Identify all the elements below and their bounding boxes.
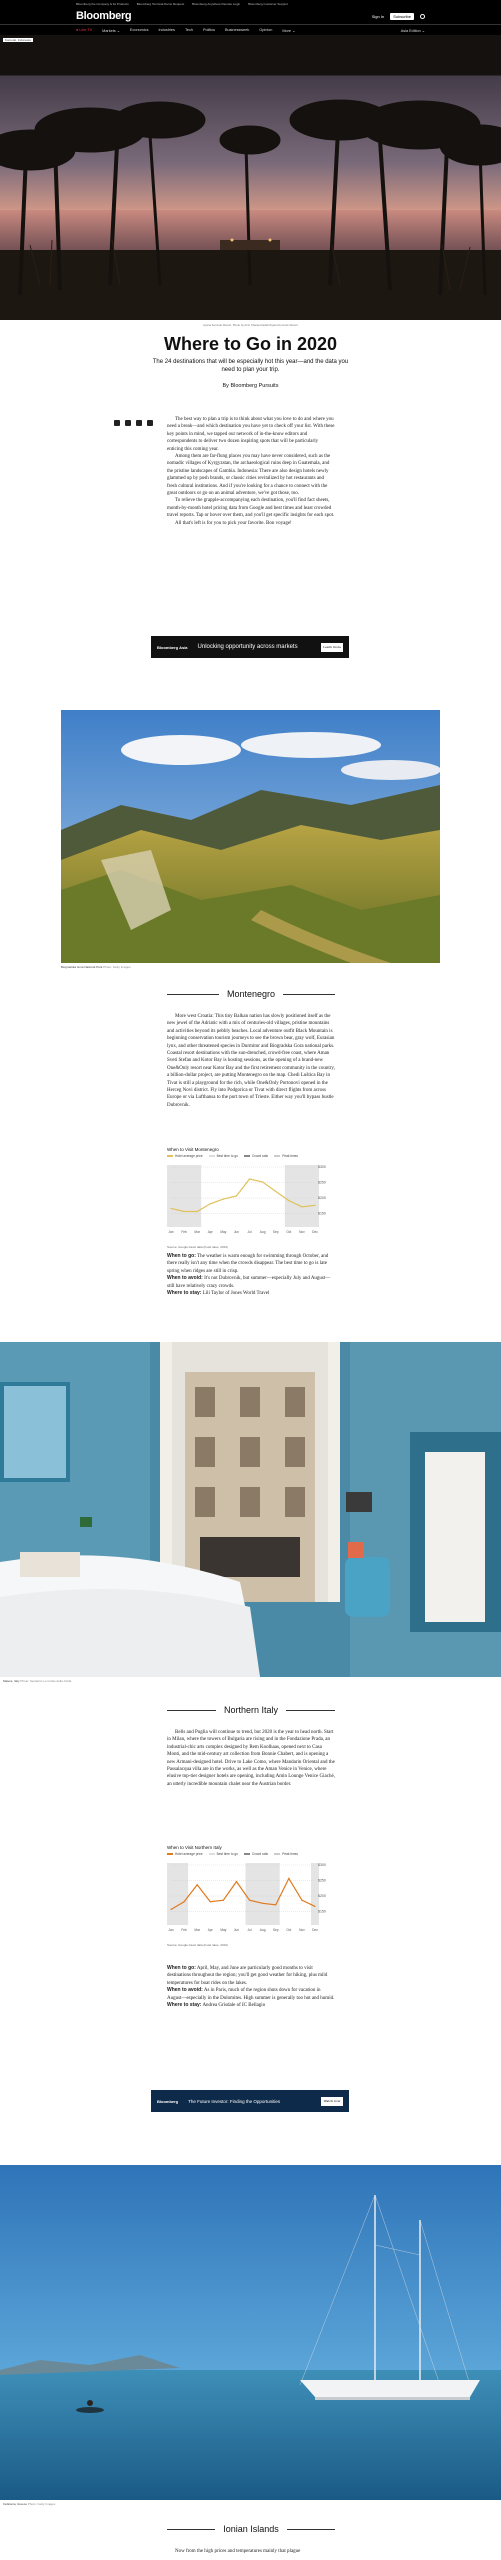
ad-cta-button[interactable]: Learn more xyxy=(321,643,343,652)
data-point xyxy=(314,1205,315,1206)
x-tick-label: Apr xyxy=(207,1230,213,1234)
nav-item-opinion[interactable]: Opinion xyxy=(259,28,273,32)
section-title: Montenegro xyxy=(226,989,276,999)
tip-where-to-stay: Where to stay: Lili Taylor of Jones World Travel xyxy=(167,1290,270,1297)
x-tick-label: Aug xyxy=(259,1928,266,1932)
subscribe-button[interactable]: Subscribe xyxy=(390,13,414,20)
topbar-link[interactable]: Bloomberg the Company & Its Products xyxy=(76,2,129,6)
x-tick-label: Feb xyxy=(181,1928,187,1932)
peak-band xyxy=(167,1165,201,1227)
legend-item: Crowd ratio xyxy=(244,1852,268,1856)
ionian-text: Now from the high prices and temperatures mainly that plague xyxy=(175,2549,301,2554)
montenegro-photo-graphic xyxy=(61,710,440,963)
section-heading-northern-italy xyxy=(167,1705,335,1715)
y-tick-label: $200 xyxy=(318,1196,326,1201)
x-tick-label: Feb xyxy=(181,1230,187,1234)
y-tick-label: $250 xyxy=(318,1878,326,1883)
facebook-icon[interactable] xyxy=(114,420,120,426)
ad-logo: Bloomberg xyxy=(157,2098,179,2104)
nav-item-businessweek[interactable]: Businessweek xyxy=(225,28,250,32)
x-tick-label: Oct xyxy=(286,1928,292,1932)
peak-band xyxy=(246,1863,280,1925)
chart-legend xyxy=(167,1852,335,1856)
x-tick-label: Dec xyxy=(312,1928,318,1932)
data-point xyxy=(197,1211,198,1212)
x-tick-label: Dec xyxy=(312,1230,318,1234)
masthead xyxy=(0,8,501,24)
y-tick-label: $300 xyxy=(318,1863,326,1868)
ad-message: Unlocking opportunity across markets xyxy=(197,643,298,650)
y-tick-label: $300 xyxy=(318,1165,326,1170)
italy-chart xyxy=(167,1845,335,1947)
data-point xyxy=(262,1903,263,1904)
advertisement-banner[interactable] xyxy=(151,636,349,658)
chart-source: Source: Google travel data (hotel rates, 2019) xyxy=(167,1245,228,1249)
italy-chart-svg xyxy=(167,1859,335,1939)
x-tick-label: Jun xyxy=(233,1928,240,1932)
x-tick-label: Aug xyxy=(259,1230,266,1234)
intro-paragraph: Among them are far-flung places you may have never considered, such as the nomadic villages of Kyrgyzstan, the archaeological ruins deep in Guatemala, and the pristine landscapes of Gambia. Indonesia: There are also design hotels newly glammed up by posh brands, or classic cities revitalized by hot restaurants and fresh cultural institutions. And if you're looking for a chance to connect with the great outdoors or go on an animal adventure, we've got those, too. xyxy=(167,454,331,497)
section-heading-ionian-islands xyxy=(167,2524,335,2534)
y-tick-label: $200 xyxy=(318,1894,326,1899)
top-utility-bar xyxy=(0,0,501,8)
y-tick-label: $250 xyxy=(318,1180,326,1185)
data-point xyxy=(197,1884,198,1885)
nav-item-economics[interactable]: Economics xyxy=(129,28,149,32)
section-title: Ionian Islands xyxy=(223,2524,279,2534)
legend-item: Best time to go xyxy=(209,1154,238,1158)
x-tick-label: Sep xyxy=(272,1928,279,1932)
chart-title: When to Visit Northern Italy xyxy=(167,1845,222,1850)
data-point xyxy=(236,1195,237,1196)
legend-item: Hotel average price xyxy=(167,1154,203,1158)
data-point xyxy=(301,1206,302,1207)
y-tick-label: $150 xyxy=(318,1211,326,1216)
intro-paragraph: To relieve the grapple-accompanying each destination, you'll find fact sheets, month-by-month hotel pricing data from Google and best times and least crowded travel reports. Tap or hover over them, and you'll get specific insights for each spot. xyxy=(167,498,335,519)
intro-paragraph: The best way to plan a trip is to think about what you love to do and where you need a break—and which destination you have yet to check off your list. With these key points in mind, we tapped our network of in-the-know editors and correspondents to deliver two dozen inspiring spots that will be particularly enticing this coming year. xyxy=(167,417,335,452)
legend-item: Peak times xyxy=(274,1154,298,1158)
ad-logo: Bloomberg Asia xyxy=(157,644,188,650)
italy-photo-graphic xyxy=(0,1342,501,1677)
data-point xyxy=(301,1900,302,1901)
sign-in-link[interactable]: Sign In xyxy=(371,13,385,19)
ionian-photo-graphic xyxy=(0,2165,501,2500)
x-tick-label: Jan xyxy=(168,1928,174,1932)
montenegro-text: More west Croatia: This tiny Balkan nation has slowly positioned itself as the new jewel of the Adriatic with a mix of centuries-old villages, pristine mountains and activities beyond its pebbly beaches. Local adventure outfit Black Mountain is beginning conservation tourism journeys to see the brown bear, gray wolf, Eurasian lynx, and other threatened species in Durmitor and Biogradska Gora national parks. Coastal resort destinations with the sun-drenched, crowd-free coast, where Aman Sveti Stefan and Kotor Bay is hosting sessions, as the opening of a brand-new One&Only resort near Kotor Bay and the first retirement community in the country, a billion-dollar project, are putting Montenegro on the map. Chedi Luštica Bay in Tivat is still a playground for the rich, while One&Only Portonovi opened in the Herceg Novi district. Fly into Podgorica or Tivat with direct flights from across Europe or via Lufthansa to the port town of Trieste. Either way you'll bypass bustle Dubrovnik. xyxy=(167,1014,335,1108)
nav-item-more[interactable]: More ⌄ xyxy=(282,28,296,33)
linkedin-icon[interactable] xyxy=(136,420,142,426)
data-point xyxy=(183,1211,184,1212)
twitter-icon[interactable] xyxy=(125,420,131,426)
montenegro-tips xyxy=(167,1253,335,1297)
legend-item: Crowd ratio xyxy=(244,1154,268,1158)
series-line xyxy=(171,1879,315,1910)
topbar-link[interactable]: Bloomberg Anywhere Remote Login xyxy=(192,2,241,6)
x-tick-label: Jan xyxy=(168,1230,174,1234)
legend-item: Best time to go xyxy=(209,1852,238,1856)
data-point xyxy=(210,1901,211,1902)
data-point xyxy=(314,1906,315,1907)
advertisement-banner[interactable] xyxy=(151,2090,349,2112)
hero-photo-credit: Ayana Komodo Resort. Photo by Amir Kharamizadeh/Ayana Komodo Resort xyxy=(203,323,298,327)
data-point xyxy=(249,1178,250,1179)
chart-source: Source: Google travel data (hotel rates, 2019) xyxy=(167,1943,228,1947)
data-point xyxy=(210,1203,211,1204)
article-subtitle: The 24 destinations that will be especially hot this year—and the data you need to plan your trip. xyxy=(152,359,349,373)
italy-photo-caption: Matera, Italy Photo: Sextantio Le Grotte della Civita xyxy=(3,1679,72,1683)
data-point xyxy=(288,1878,289,1879)
legend-item: Hotel average price xyxy=(167,1852,203,1856)
nav-item-markets[interactable]: Markets ⌄ xyxy=(102,28,120,33)
montenegro-photo xyxy=(61,710,440,963)
x-tick-label: Apr xyxy=(207,1928,213,1932)
peak-band xyxy=(167,1863,188,1925)
chart-legend xyxy=(167,1154,335,1158)
topbar-link[interactable]: Bloomberg Customer Support xyxy=(248,2,288,6)
italy-tips xyxy=(167,1965,335,2009)
nav-live-tv[interactable]: ● Live TV xyxy=(76,28,93,32)
hero-photo-caption: Komodo, Indonesia xyxy=(5,38,31,42)
section-heading-montenegro xyxy=(167,989,335,999)
montenegro-chart-svg xyxy=(167,1161,335,1241)
ad-message: The Future Investor: Finding the Opportunities xyxy=(188,2098,281,2104)
section-title: Northern Italy xyxy=(223,1705,279,1715)
ionian-photo xyxy=(0,2165,501,2500)
intro-paragraph: All that's left is for you to pick your favorite. Bon voyage! xyxy=(175,520,292,526)
chart-title: When to Visit Montenegro xyxy=(167,1147,219,1152)
article-intro xyxy=(167,416,335,527)
search-icon[interactable] xyxy=(420,14,425,19)
email-icon[interactable] xyxy=(147,420,153,426)
x-tick-label: Oct xyxy=(286,1230,292,1234)
tip-where-to-stay: Where to stay: Andrea Grisdale of IC Bellagio xyxy=(167,2002,266,2009)
topbar-link[interactable]: Bloomberg Terminal Demo Request xyxy=(136,2,185,6)
x-tick-label: May xyxy=(220,1928,227,1932)
bloomberg-logo[interactable]: Bloomberg xyxy=(76,10,132,22)
data-point xyxy=(183,1901,184,1902)
x-tick-label: Jul xyxy=(247,1928,252,1932)
data-point xyxy=(170,1909,171,1910)
nav-item-industries[interactable]: Industries xyxy=(158,28,175,32)
data-point xyxy=(223,1900,224,1901)
tip-when-to-avoid: When to avoid: It's not Dubrovnik, but summer—especially July and August—still have relatively crazy crowds. xyxy=(167,1275,331,1289)
montenegro-photo-caption: Biogradska Gora National Park Photo: Getty Images xyxy=(61,965,131,969)
x-tick-label: Nov xyxy=(299,1928,305,1932)
data-point xyxy=(275,1191,276,1192)
data-point xyxy=(170,1208,171,1209)
main-nav xyxy=(0,24,501,35)
data-point xyxy=(275,1904,276,1905)
ad-cta-button[interactable]: Watch now xyxy=(321,2097,343,2106)
x-tick-label: Mar xyxy=(194,1230,200,1234)
peak-band xyxy=(285,1165,319,1227)
tip-when-to-go: When to go: April, May, and June are particularly good months to visit destinations throughout the region; you'll get good weather for hiking, plus mild temperatures for boat rides on the lakes. xyxy=(167,1965,328,1986)
x-tick-label: Nov xyxy=(299,1230,305,1234)
x-tick-label: Jul xyxy=(247,1230,252,1234)
share-bar xyxy=(114,420,153,426)
italy-text: Bells and Puglia will continue to trend, but 2020 is the year to head north. Start in Milan, where the towers of Bulgaria are rising and in the Fondazione Prada, an industrial-chic arts complex designed by Rem Koolhaas, opened next to Casa Monti, and the mid-century art collection from Bonnie Chabert, and is opening a new Armani-designed hotel. Drive to Lake Como, where Mandarin Oriental and the Passalacqua villa are in the works, as well as the Aman Venice in Venice, where elusive top-tier designer hotels are opening, including Amin Lounge Venice Giaché, an utterly incredible mountain chalet near the Austrian border. xyxy=(167,1730,335,1787)
italy-photo xyxy=(0,1342,501,1677)
data-point xyxy=(262,1181,263,1182)
nav-item-politics[interactable]: Politics xyxy=(202,28,216,32)
tip-when-to-avoid: When to avoid: As in Paris, much of the region shuts down for vacation in August—especially in the Dolomites. High summer is generally too hot and humid. xyxy=(167,1987,335,2001)
montenegro-chart xyxy=(167,1147,335,1249)
data-point xyxy=(249,1900,250,1901)
x-tick-label: Sep xyxy=(272,1230,279,1234)
x-tick-label: Mar xyxy=(194,1928,200,1932)
edition-selector[interactable]: Asia Edition ⌄ xyxy=(400,28,425,33)
article-byline: By Bloomberg Pursuits xyxy=(222,383,279,389)
x-tick-label: May xyxy=(220,1230,227,1234)
x-tick-label: Jun xyxy=(233,1230,240,1234)
article-title: Where to Go in 2020 xyxy=(163,334,338,354)
data-point xyxy=(288,1200,289,1201)
tip-when-to-go: When to go: The weather is warm enough for swimming through October, and there really isn't any time when the crowds disappear. The best time to go is late spring when ridges are still in crisp. xyxy=(167,1253,329,1274)
data-point xyxy=(236,1881,237,1882)
hero-photo xyxy=(0,35,501,320)
hero-photo-graphic xyxy=(0,35,501,320)
ionian-photo-caption: Kefalonia, Greece Photo: Getty Images xyxy=(3,2502,56,2506)
y-tick-label: $150 xyxy=(318,1909,326,1914)
legend-item: Peak times xyxy=(274,1852,298,1856)
data-point xyxy=(223,1199,224,1200)
nav-item-tech[interactable]: Tech xyxy=(184,28,193,32)
